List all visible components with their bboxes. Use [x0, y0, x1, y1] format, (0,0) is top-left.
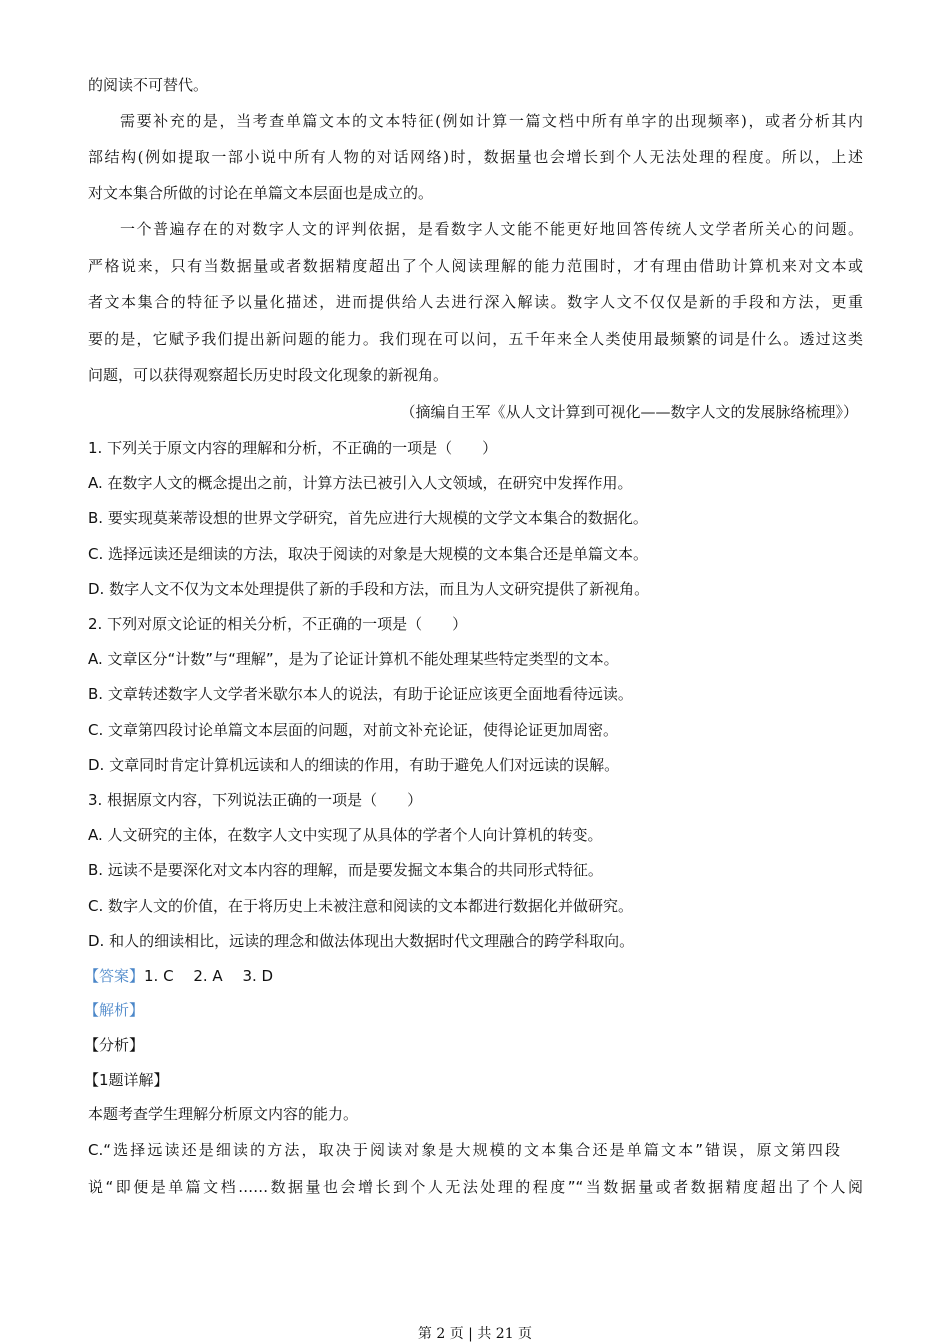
text-line: 一个普遍存在的对数字人文的评判依据，是看数字人文能不能更好地回答传统人文学者所关心的问题。 — [120, 220, 863, 238]
option-b: B. 远读不是要深化对文本内容的理解，而是要发掘文本集合的共同形式特征。 — [88, 861, 603, 879]
passage-end-line: 的阅读不可替代。 — [88, 76, 209, 94]
text-line: 问题，可以获得观察超长历史时段文化现象的新视角。 — [88, 366, 449, 384]
analysis-line: 本题考查学生理解分析原文内容的能力。 — [88, 1105, 359, 1123]
text-line: 要的是，它赋予我们提出新问题的能力。我们现在可以问，五千年来全人类使用最频繁的词是什么。透过这类 — [88, 330, 863, 348]
option-b: B. 文章转述数字人文学者米歇尔本人的说法，有助于论证应该更全面地看待远读。 — [88, 685, 633, 703]
answer-label: 【答案】 — [84, 967, 145, 985]
text-line: 需要补充的是，当考查单篇文本的文本特征(例如计算一篇文档中所有单字的出现频率)，或者分析其内 — [120, 112, 863, 130]
question-stem: 3. 根据原文内容，下列说法正确的一项是（ ） — [88, 791, 423, 809]
source-citation: （摘编自王军《从人文计算到可视化——数字人文的发展脉络梳理》） — [400, 403, 858, 421]
option-c: C. 选择远读还是细读的方法，取决于阅读的对象是大规模的文本集合还是单篇文本。 — [88, 545, 649, 563]
answer-line — [84, 966, 859, 986]
text-line: 部结构(例如提取一部小说中所有人物的对话网络)时，数据量也会增长到个人无法处理的程度。所以，上述 — [88, 148, 863, 166]
option-d: D. 文章同时肯定计算机远读和人的细读的作用，有助于避免人们对远读的误解。 — [88, 756, 620, 774]
page-footer: 第 2 页 | 共 21 页 — [417, 1326, 533, 1342]
text-line: 严格说来，只有当数据量或者数据精度超出了个人阅读理解的能力范围时，才有理由借助计算机来对文本或 — [88, 257, 863, 275]
option-c: C. 文章第四段讨论单篇文本层面的问题，对前文补充论证，使得论证更加周密。 — [88, 721, 619, 739]
analysis-line: 说“即便是单篇文档……数据量也会增长到个人无法处理的程度”“当数据量或者数据精度超出了个人阅 — [88, 1178, 863, 1196]
analysis-label: 【解析】 — [84, 1001, 145, 1019]
option-a: A. 文章区分“计数”与“理解”，是为了论证计算机不能处理某些特定类型的文本。 — [88, 650, 619, 668]
option-a: A. 人文研究的主体，在数字人文中实现了从具体的学者个人向计算机的转变。 — [88, 826, 603, 844]
option-d: D. 和人的细读相比，远读的理念和做法体现出大数据时代文理融合的跨学科取向。 — [88, 932, 635, 950]
option-d: D. 数字人文不仅为文本处理提供了新的手段和方法，而且为人文研究提供了新视角。 — [88, 580, 650, 598]
question-stem: 1. 下列关于原文内容的理解和分析，不正确的一项是（ ） — [88, 439, 498, 457]
option-c: C. 数字人文的价值，在于将历史上未被注意和阅读的文本都进行数据化并做研究。 — [88, 897, 634, 915]
answer-value: 1. C 2. A 3. D — [144, 967, 274, 985]
fenxi-label: 【分析】 — [84, 1036, 145, 1054]
question-stem: 2. 下列对原文论证的相关分析，不正确的一项是（ ） — [88, 615, 468, 633]
text-line: 对文本集合所做的讨论在单篇文本层面也是成立的。 — [88, 184, 434, 202]
option-b: B. 要实现莫莱蒂设想的世界文学研究，首先应进行大规模的文学文本集合的数据化。 — [88, 509, 648, 527]
option-a: A. 在数字人文的概念提出之前，计算方法已被引入人文领域，在研究中发挥作用。 — [88, 474, 633, 492]
text-line: 者文本集合的特征予以量化描述，进而提供给人去进行深入解读。数字人文不仅仅是新的手段和方法，更重 — [88, 293, 863, 311]
detail-1-label: 【1题详解】 — [84, 1071, 169, 1089]
analysis-line: C.“选择远读还是细读的方法，取决于阅读对象是大规模的文本集合还是单篇文本”错误，原文第四段 — [88, 1141, 840, 1159]
